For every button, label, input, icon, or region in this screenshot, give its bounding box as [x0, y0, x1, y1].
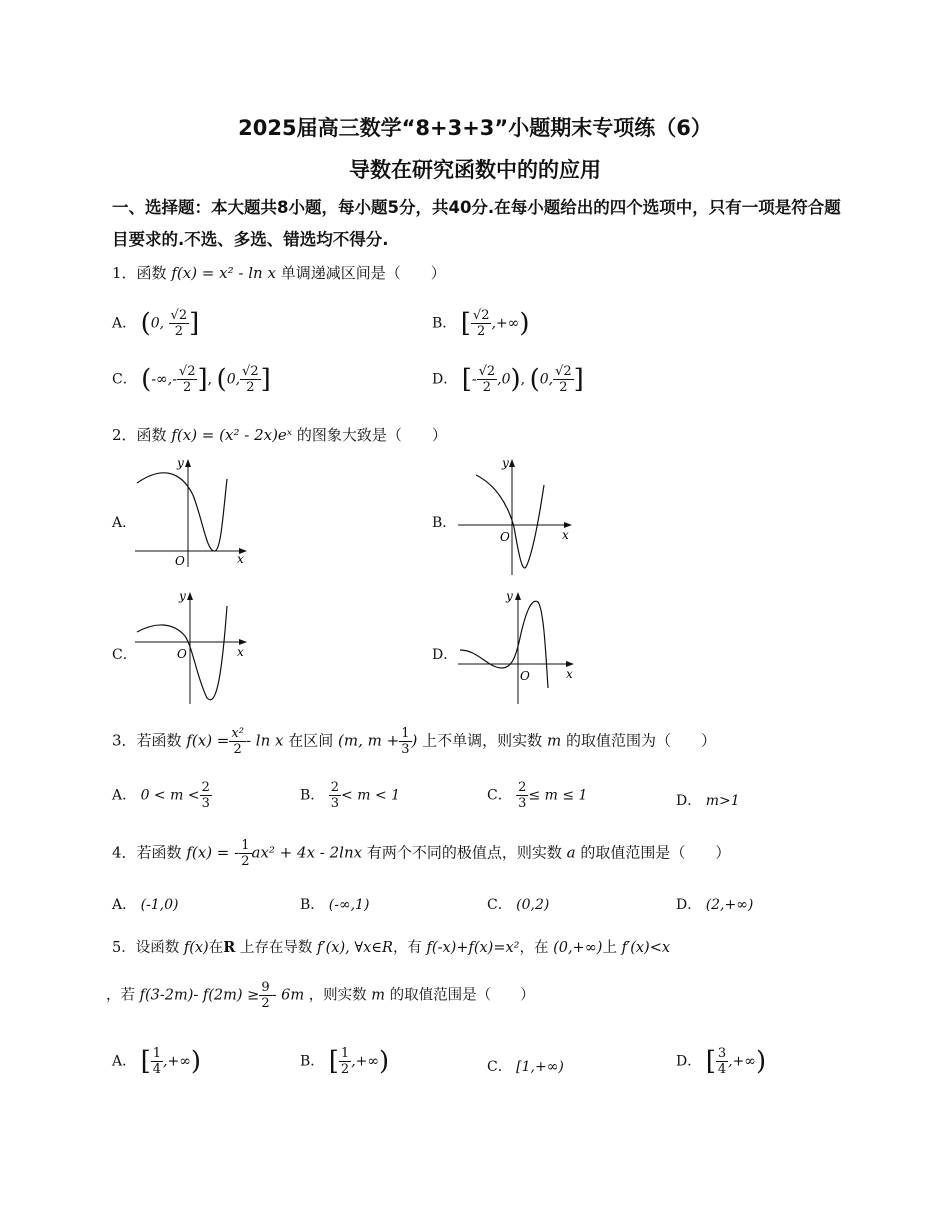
- question-5: 5．设函数 f(x)在R 上存在导数 f′(x), ∀x∈R，有 f(-x)+f(x)=x²，在 (0,+∞)上 f′(x)<x: [112, 939, 671, 956]
- q3-option-d[interactable]: D． m>1: [676, 793, 740, 809]
- q2-graph-a[interactable]: [135, 455, 250, 570]
- svg-text:y: y: [179, 589, 186, 603]
- page-title: 2025届高三数学“8+3+3”小题期末专项练（6）: [238, 116, 712, 140]
- q2-option-a[interactable]: A．: [112, 515, 137, 531]
- q5-option-b[interactable]: B． [ $\frac{1}{2}$ ,+∞): [300, 1046, 390, 1077]
- q1-function: f(x) = x² - ln x: [171, 264, 276, 282]
- svg-text:y: y: [502, 456, 509, 470]
- question-4: 4．若函数 f(x) = - $\frac{1}{2}$ ax² + 4x - 2lnx 有两个不同的极值点，则实数 a 的取值范围是（ ）: [112, 838, 731, 869]
- q1-prompt: 单调递减区间是（ ）: [280, 264, 446, 282]
- q1-label: 1．函数: [112, 264, 167, 282]
- question-2: 2．函数 f(x) = (x² - 2x)eˣ 的图象大致是（ ）: [112, 426, 447, 444]
- svg-text:O: O: [500, 530, 510, 544]
- section-heading: 一、选择题：本大题共8小题，每小题5分，共40分.在每小题给出的四个选项中，只有一项是符合题目要求的.不选、多选、错选均不得分.: [112, 198, 841, 249]
- svg-text:x: x: [562, 528, 569, 542]
- q4-option-d[interactable]: D． (2,+∞): [676, 897, 754, 913]
- svg-text:y: y: [177, 456, 184, 470]
- q1-option-d[interactable]: D． [- $\frac{√2}{2}$ ,0), (0, $\frac{√2}{2}$ ]: [432, 364, 584, 395]
- q2-function: f(x) = (x² - 2x)eˣ: [171, 426, 293, 444]
- svg-text:O: O: [177, 647, 187, 661]
- q3-option-a[interactable]: A． 0 < m < $\frac{2}{3}$: [112, 780, 210, 811]
- svg-text:O: O: [520, 669, 530, 683]
- question-1: [112, 262, 446, 283]
- svg-text:x: x: [566, 667, 573, 681]
- q4-option-b[interactable]: B． (-∞,1): [300, 897, 370, 913]
- q1-option-b[interactable]: B． [ $\frac{√2}{2}$ ,+∞): [432, 308, 530, 339]
- page-subtitle: 导数在研究函数中的的应用: [349, 158, 601, 182]
- q1-option-a[interactable]: A． (0, $\frac{√2}{2}$ ]: [112, 308, 200, 339]
- svg-text:x: x: [237, 552, 244, 566]
- q2-graph-c[interactable]: [135, 588, 250, 708]
- q3-option-c[interactable]: C． $\frac{2}{3}$ ≤ m ≤ 1: [487, 780, 588, 811]
- svg-text:y: y: [506, 589, 513, 603]
- question-3: 3．若函数 f(x) = $\frac{\text{x²}}{2}$ - ln x 在区间 (m, m + $\frac{1}{3}$ ) 上不单调，则实数 m 的取值范围为（ ）: [112, 726, 716, 757]
- q2-option-d[interactable]: D．: [432, 647, 458, 663]
- q1-option-c[interactable]: C． (-∞,- $\frac{√2}{2}$ ], (0, $\frac{√2}{2}$ ]: [112, 364, 271, 395]
- q4-option-c[interactable]: C． (0,2): [487, 897, 550, 913]
- question-5-line-2: ，若 f(3-2m)- f(2m) ≥ $\frac{9}{2}$ - 6m ，则实数 m 的取值范围是（ ）: [106, 980, 535, 1011]
- svg-text:x: x: [237, 645, 244, 659]
- q2-graph-b[interactable]: [458, 455, 578, 580]
- q5-option-a[interactable]: A． [ $\frac{1}{4}$ ,+∞): [112, 1046, 202, 1077]
- q5-option-c[interactable]: C． [1,+∞): [487, 1059, 564, 1075]
- svg-text:O: O: [175, 554, 185, 568]
- q5-option-d[interactable]: D． [ $\frac{3}{4}$ ,+∞): [676, 1046, 767, 1077]
- q3-option-b[interactable]: B． $\frac{2}{3}$ < m < 1: [300, 780, 401, 811]
- q2-graph-d[interactable]: [458, 588, 580, 708]
- q4-option-a[interactable]: A． (-1,0): [112, 897, 179, 913]
- q2-option-b[interactable]: B．: [432, 515, 457, 531]
- q2-option-c[interactable]: C．: [112, 647, 137, 663]
